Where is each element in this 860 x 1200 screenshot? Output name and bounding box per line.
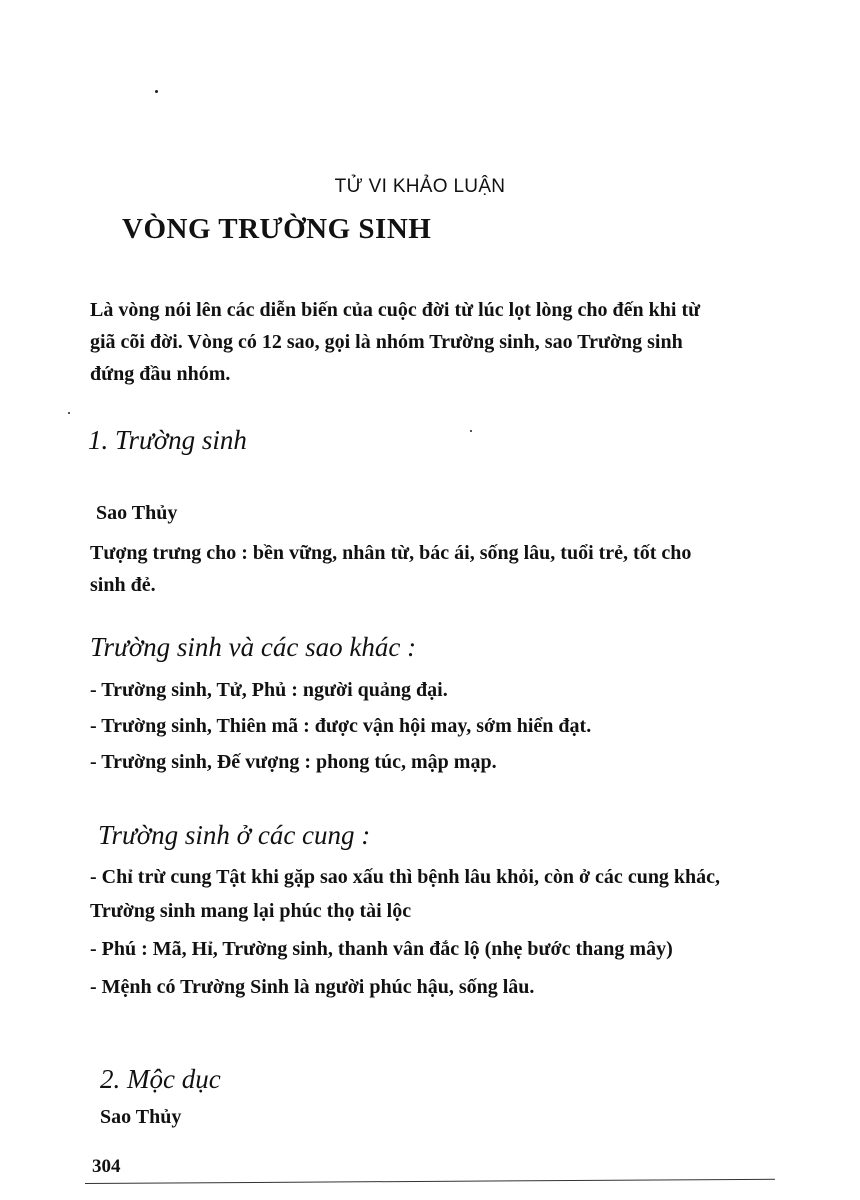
running-header xyxy=(0,176,840,198)
list-item: - Trường sinh, Tử, Phủ : người quảng đại. xyxy=(90,679,448,701)
symbolism-paragraph: Tượng trưng cho : bền vững, nhân từ, bác ái, sống lâu, tuổi trẻ, tốt cho sinh đẻ. xyxy=(90,542,692,596)
scan-speck xyxy=(68,412,70,414)
scan-speck xyxy=(470,430,472,432)
list-item: - Trường sinh, Đế vượng : phong túc, mập mạp. xyxy=(90,751,497,773)
list-item: - Mệnh có Trường Sinh là người phúc hậu, sống lâu. xyxy=(90,976,535,998)
subsection-heading-palaces: Trường sinh ở các cung : xyxy=(98,820,371,850)
other-stars-list xyxy=(90,672,730,780)
star-label: Sao Thủy xyxy=(96,502,178,524)
footer-rule xyxy=(85,1179,775,1184)
list-item: - Phú : Mã, Hỉ, Trường sinh, thanh vân đắc lộ (nhẹ bước thang mây) xyxy=(90,938,673,960)
intro-paragraph: Là vòng nói lên các diễn biến của cuộc đời từ lúc lọt lòng cho đến khi từ giã cõi đời. Vòng có 12 sao, gọi là nhóm Trường sinh, sao Trường sinh đứng đầu nhóm. xyxy=(90,299,701,385)
section-heading-truong-sinh: 1. Trường sinh xyxy=(88,425,247,455)
list-item: - Chỉ trừ cung Tật khi gặp sao xấu thì bệnh lâu khỏi, còn ở các cung khác, Trường sinh mang lại phúc thọ tài lộc xyxy=(90,866,721,922)
subsection-heading-other-stars: Trường sinh và các sao khác : xyxy=(90,632,417,662)
scan-speck xyxy=(155,90,158,93)
palaces-list xyxy=(90,860,730,1008)
running-header-text: TỬ VI KHẢO LUẬN xyxy=(334,176,506,197)
chapter-title: VÒNG TRƯỜNG SINH xyxy=(122,213,432,245)
star-label: Sao Thủy xyxy=(100,1106,182,1128)
list-item: - Trường sinh, Thiên mã : được vận hội may, sớm hiển đạt. xyxy=(90,715,592,737)
page-number: 304 xyxy=(92,1156,121,1177)
section-heading-moc-duc: 2. Mộc dục xyxy=(100,1064,221,1094)
